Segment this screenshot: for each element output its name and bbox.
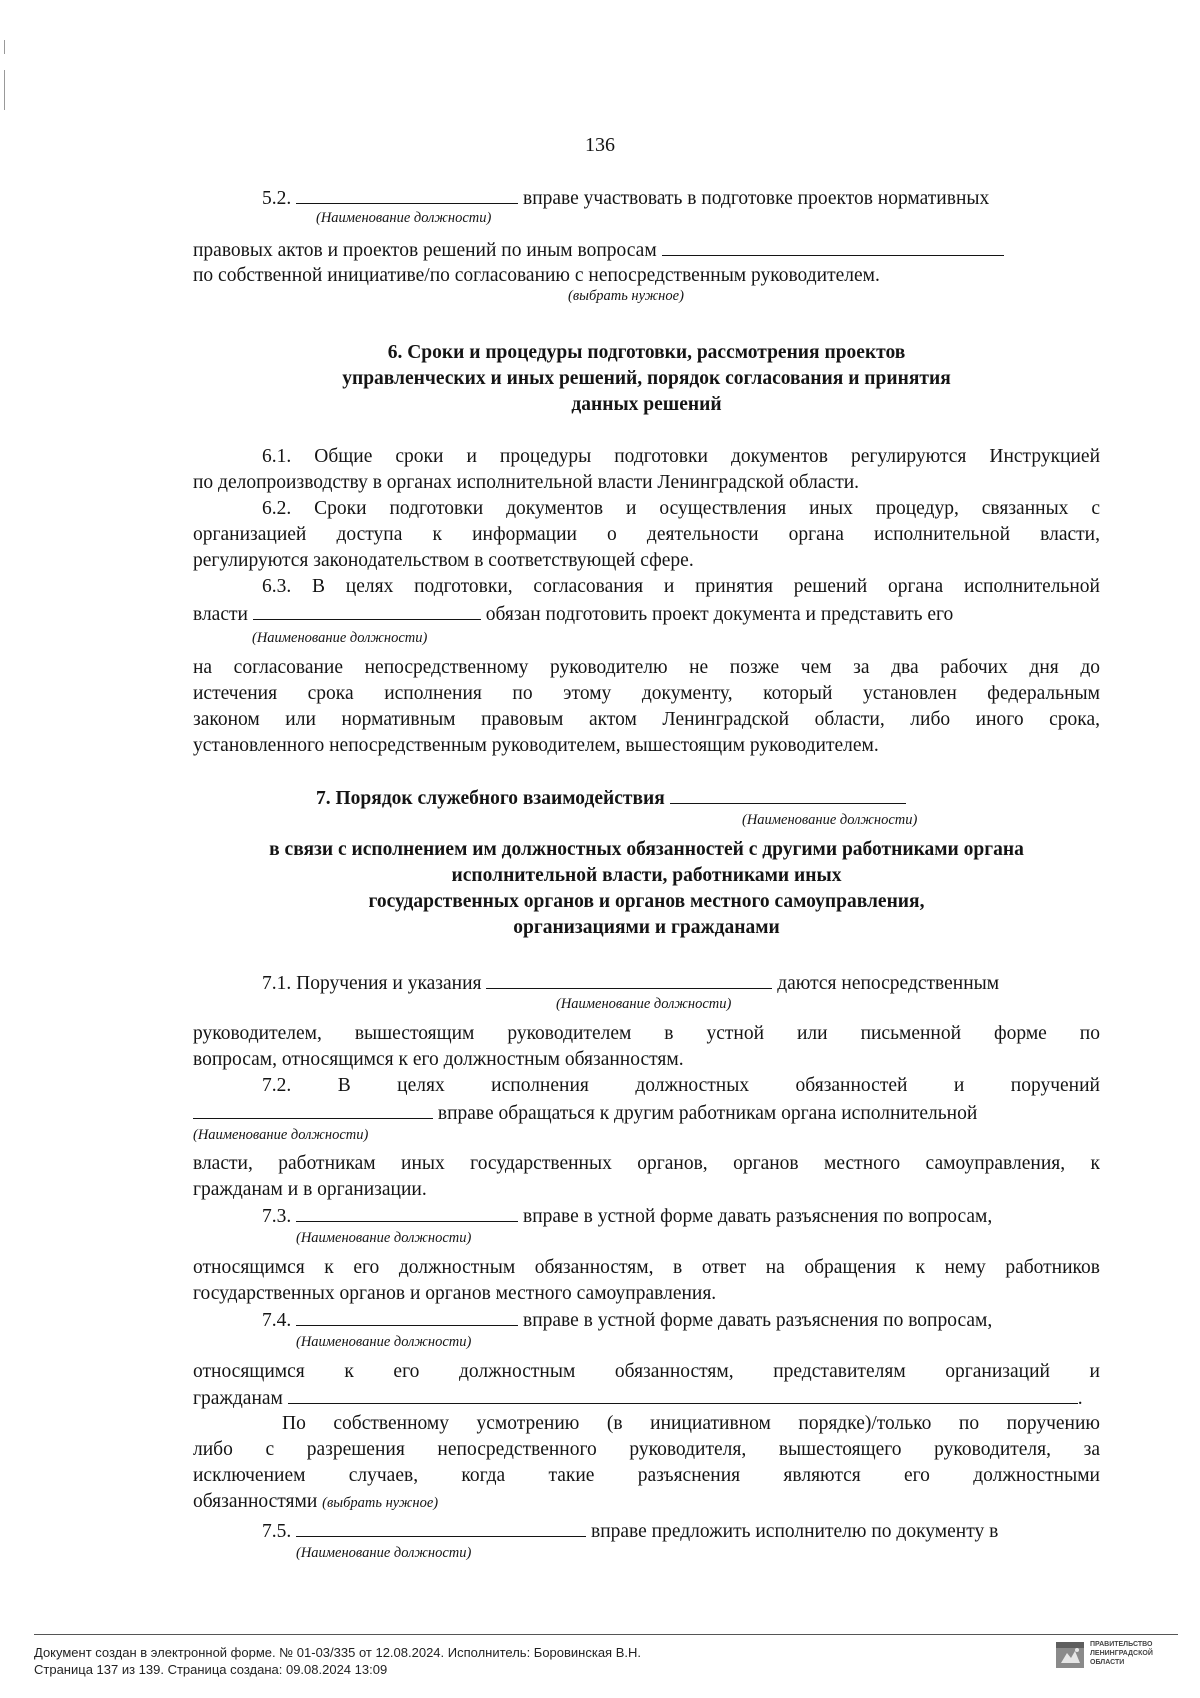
p52-choose-hint: (выбрать нужное) bbox=[568, 288, 684, 304]
p73-position-hint: (Наименование должности) bbox=[296, 1230, 472, 1246]
p63-line5: законом или нормативным правовым актом Ленинградской области, либо иного срока, bbox=[193, 709, 1100, 730]
section7-position-hint: (Наименование должности) bbox=[742, 812, 918, 828]
section7-title-line4: государственных органов и органов местного самоуправления, bbox=[368, 891, 925, 912]
section7-position-blank[interactable] bbox=[670, 788, 906, 804]
p52-topic-blank[interactable] bbox=[662, 240, 1004, 256]
p63-line3: на согласование непосредственному руководителю не позже чем за два рабочих дня до bbox=[193, 657, 1100, 678]
p62-line1: 6.2. Сроки подготовки документов и осуществления иных процедур, связанных с bbox=[262, 498, 1100, 519]
p75-position-hint: (Наименование должности) bbox=[296, 1545, 472, 1561]
p62-line3: регулируются законодательством в соответствующей сфере. bbox=[193, 550, 694, 571]
p73-line1: 7.3. вправе в устной форме давать разъяснения по вопросам, bbox=[262, 1206, 993, 1227]
p71-line3: вопросам, относящимся к его должностным обязанностям. bbox=[193, 1049, 684, 1070]
p52-number: 5.2. bbox=[262, 188, 292, 209]
section6-title-line1: 6. Сроки и процедуры подготовки, рассмотрения проектов bbox=[387, 342, 906, 363]
section6-title-line2: управленческих и иных решений, порядок согласования и принятия bbox=[342, 368, 951, 389]
p63-line2: власти обязан подготовить проект документа и представить его bbox=[193, 604, 954, 625]
p71-position-blank[interactable] bbox=[486, 973, 772, 989]
section7-title-line2: в связи с исполнением им должностных обязанностей с другими работниками органа bbox=[269, 839, 1024, 860]
p52-text: вправе участвовать в подготовке проектов нормативных bbox=[523, 188, 990, 209]
section7-title-line3: исполнительной власти, работниками иных bbox=[451, 865, 842, 886]
p75-position-blank[interactable] bbox=[296, 1521, 586, 1537]
p72-line4: гражданам и в организации. bbox=[193, 1179, 427, 1200]
p71-line2: руководителем, вышестоящим руководителем в устной или письменной форме по bbox=[193, 1023, 1100, 1044]
p52-position-hint: (Наименование должности) bbox=[316, 210, 492, 226]
p74b-choose-hint: (выбрать нужное) bbox=[322, 1495, 439, 1511]
page-number: 136 bbox=[585, 134, 615, 156]
p61-line2: по делопроизводству в органах исполнительной власти Ленинградской области. bbox=[193, 472, 860, 493]
government-label: ПРАВИТЕЛЬСТВО ЛЕНИНГРАДСКОЙ ОБЛАСТИ bbox=[1090, 1641, 1153, 1666]
p74b-line2: либо с разрешения непосредственного руководителя, вышестоящего руководителя, за bbox=[193, 1439, 1100, 1460]
scan-edge-mark bbox=[4, 70, 5, 110]
p72-line1: 7.2. В целях исполнения должностных обязанностей и поручений bbox=[262, 1075, 1100, 1096]
section6-title-line3: данных решений bbox=[571, 394, 722, 415]
p73-line2: относящимся к его должностным обязанностям, в ответ на обращения к нему работников bbox=[193, 1257, 1100, 1278]
scan-edge-mark bbox=[4, 40, 5, 54]
p74-position-blank[interactable] bbox=[296, 1310, 518, 1326]
p73-position-blank[interactable] bbox=[296, 1206, 518, 1222]
p63-line6: установленного непосредственным руководителем, вышестоящим руководителем. bbox=[193, 735, 879, 756]
p52-position-blank[interactable] bbox=[296, 188, 518, 204]
p63-position-hint: (Наименование должности) bbox=[252, 630, 428, 646]
p72-position-hint: (Наименование должности) bbox=[193, 1127, 369, 1143]
section7-title-line1: 7. Порядок служебного взаимодействия bbox=[316, 788, 906, 809]
p52-line2: правовых актов и проектов решений по иным вопросам bbox=[193, 240, 1004, 261]
p74-recipients-blank[interactable] bbox=[288, 1388, 1078, 1404]
p73-line3: государственных органов и органов местного самоуправления. bbox=[193, 1283, 717, 1304]
p63-line4: истечения срока исполнения по этому документу, который установлен федеральным bbox=[193, 683, 1100, 704]
footer-line2: Страница 137 из 139. Страница создана: 09.08.2024 13:09 bbox=[34, 1662, 388, 1677]
p72-line3: власти, работникам иных государственных органов, органов местного самоуправления, к bbox=[193, 1153, 1100, 1174]
government-emblem-icon bbox=[1055, 1641, 1085, 1669]
p74b-line3: исключением случаев, когда такие разъяснения являются его должностными bbox=[193, 1465, 1100, 1486]
p62-line2: организацией доступа к информации о деятельности органа исполнительной власти, bbox=[193, 524, 1100, 545]
p72-position-blank[interactable] bbox=[193, 1103, 433, 1119]
p63-position-blank[interactable] bbox=[253, 604, 481, 620]
p74-line3: гражданам . bbox=[193, 1388, 1083, 1409]
p74-position-hint: (Наименование должности) bbox=[296, 1334, 472, 1350]
p71-line1: 7.1. Поручения и указания даются непосредственным bbox=[262, 973, 1000, 994]
p61-line1: 6.1. Общие сроки и процедуры подготовки документов регулируются Инструкцией bbox=[262, 446, 1100, 467]
p63-line1: 6.3. В целях подготовки, согласования и принятия решений органа исполнительной bbox=[262, 576, 1100, 597]
p74-line2: относящимся к его должностным обязанностям, представителям организаций и bbox=[193, 1361, 1100, 1382]
p71-position-hint: (Наименование должности) bbox=[556, 996, 732, 1012]
footer-line1: Документ создан в электронной форме. № 01-03/335 от 12.08.2024. Исполнитель: Боровинская В.Н. bbox=[34, 1645, 641, 1660]
p74-line1: 7.4. вправе в устной форме давать разъяснения по вопросам, bbox=[262, 1310, 993, 1331]
p74b-line1: По собственному усмотрению (в инициативном порядке)/только по поручению bbox=[282, 1413, 1100, 1434]
section7-title-line5: организациями и гражданами bbox=[513, 917, 780, 938]
footer-divider bbox=[34, 1634, 1178, 1635]
p74b-line4: обязанностями (выбрать нужное) bbox=[193, 1491, 439, 1512]
p72-line2: вправе обращаться к другим работникам органа исполнительной bbox=[193, 1103, 977, 1124]
p75-line1: 7.5. вправе предложить исполнителю по документу в bbox=[262, 1521, 999, 1542]
p52-line1 bbox=[262, 188, 989, 209]
p52-line3: по собственной инициативе/по согласованию с непосредственным руководителем. bbox=[193, 265, 880, 286]
